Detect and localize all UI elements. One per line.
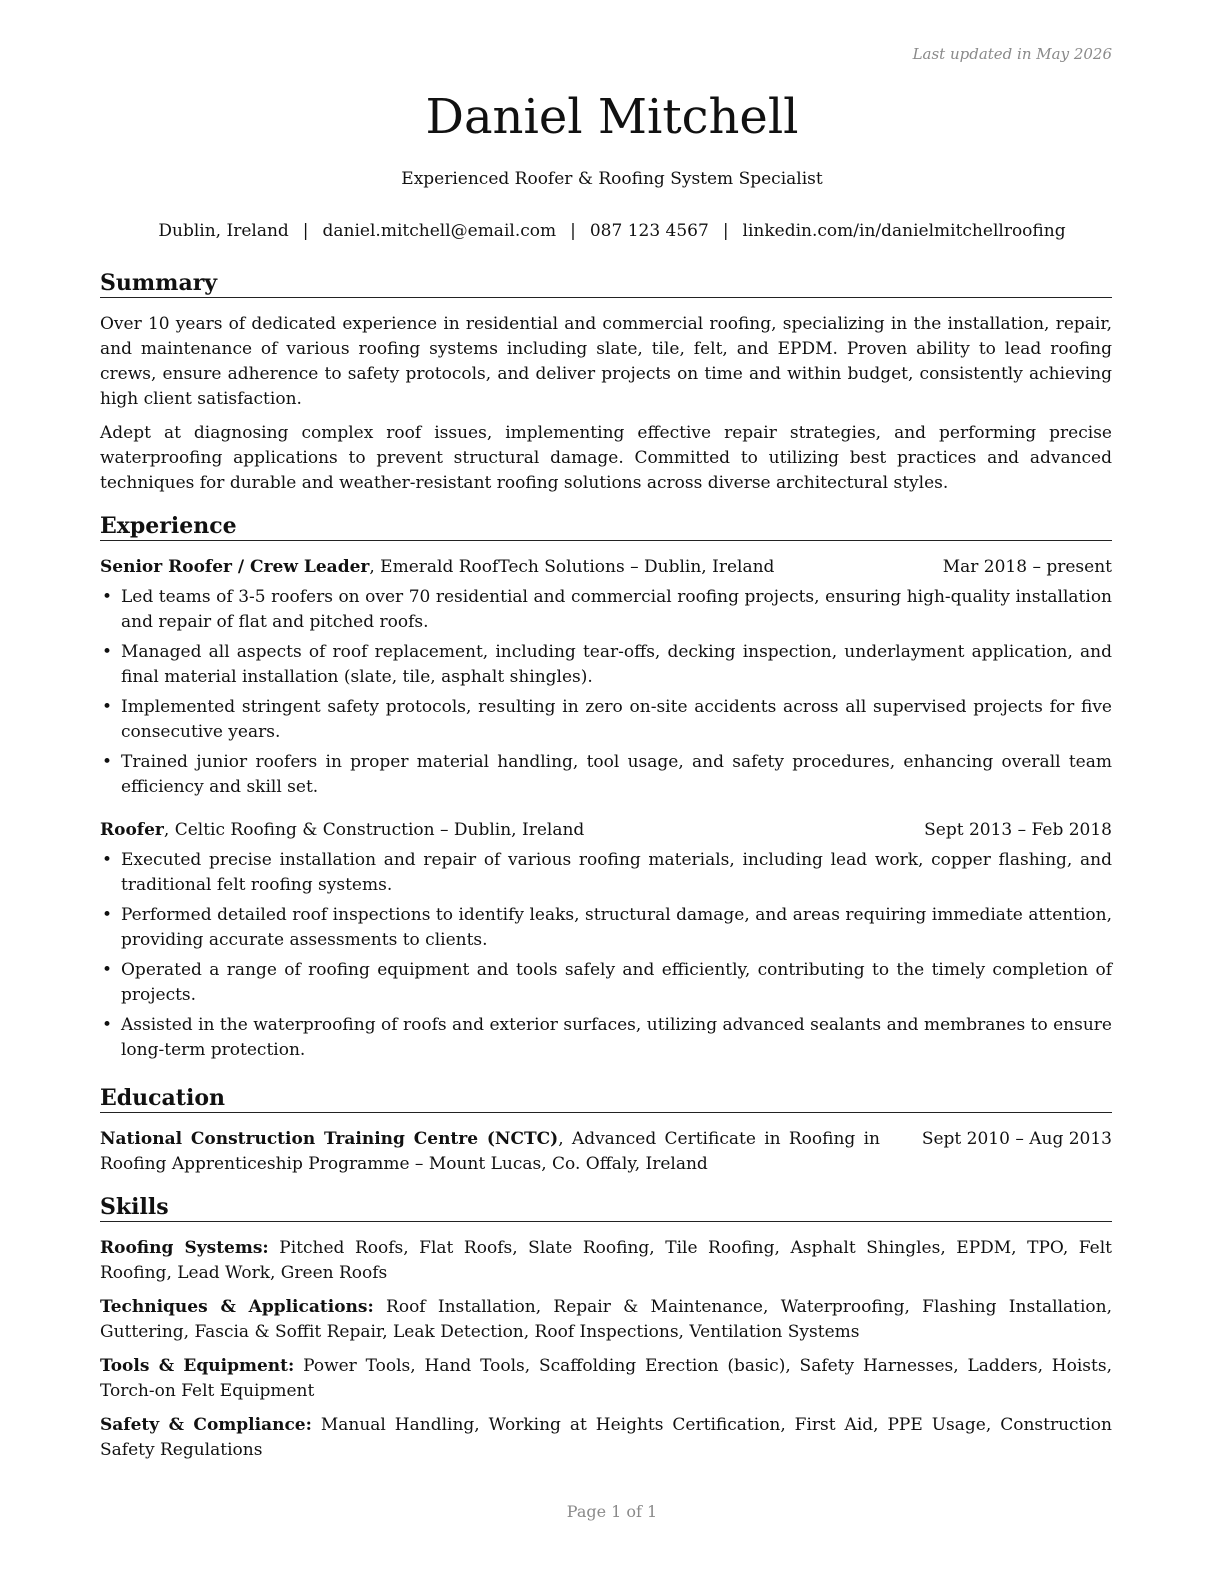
education-institution: National Construction Training Centre (NCTC) (100, 1129, 559, 1149)
contact-location: Dublin, Ireland (158, 221, 289, 241)
skill-group-items: Power Tools, Hand Tools, Scaffolding Erection (basic), Safety Harnesses, Ladders, Hoists, Torch-on Felt Equipment (100, 1356, 1112, 1401)
job-bullet-list (100, 585, 1112, 800)
bullet-text: Operated a range of roofing equipment and tools safely and efficiently, contributing to the timely completion of projects. (121, 960, 1112, 1005)
list-item (100, 1013, 1112, 1063)
bullet-text: Trained junior roofers in proper material handling, tool usage, and safety procedures, enhancing overall team efficiency and skill set. (121, 752, 1112, 797)
skill-group (100, 1295, 1112, 1345)
education-dates: Sept 2010 – Aug 2013 (921, 1129, 1112, 1149)
bullet-icon: • (102, 697, 113, 717)
bullet-icon: • (102, 960, 113, 980)
tagline: Experienced Roofer & Roofing System Specialist (401, 169, 823, 189)
job-entry (100, 818, 1112, 1063)
bullet-icon: • (102, 1015, 113, 1035)
skill-group-label: Techniques & Applications: (100, 1297, 374, 1317)
summary-paragraph: Over 10 years of dedicated experience in residential and commercial roofing, specializing in the installation, repair, and maintenance of various roofing systems including slate, tile, felt, and EPDM. Proven ability to lead roofing crews, ensure adherence to safety protocols, and deliver projects on time and within budget, consistently achieving high client satisfaction. (100, 314, 1112, 409)
contact-linkedin[interactable]: linkedin.com/in/danielmitchellroofing (742, 221, 1066, 241)
job-header (100, 555, 1112, 580)
job-role: Roofer (100, 820, 164, 840)
section-heading: Education (100, 1085, 1112, 1113)
education-section (100, 1085, 1112, 1177)
bullet-icon: • (102, 905, 113, 925)
job-header (100, 818, 1112, 843)
bullet-text: Performed detailed roof inspections to identify leaks, structural damage, and areas requiring immediate attention, providing accurate assessments to clients. (121, 905, 1112, 950)
bullet-text: Executed precise installation and repair of various roofing materials, including lead work, copper flashing, and traditional felt roofing systems. (121, 850, 1112, 895)
section-heading: Summary (100, 270, 1112, 298)
skill-group-items: Roof Installation, Repair & Maintenance, Waterproofing, Flashing Installation, Guttering, Fascia & Soffit Repair, Leak Detection, Roof Inspections, Ventilation Systems (100, 1297, 1113, 1342)
contact-email[interactable]: daniel.mitchell@email.com (322, 221, 557, 241)
bullet-text: Managed all aspects of roof replacement, including tear-offs, decking inspection, underlayment application, and final material installation (slate, tile, asphalt shingles). (121, 642, 1112, 687)
skill-group-items: Manual Handling, Working at Heights Certification, First Aid, PPE Usage, Construction Safety Regulations (100, 1415, 1112, 1460)
page-number: Page 1 of 1 (566, 1502, 658, 1521)
education-entry (100, 1127, 1112, 1177)
contact-phone: 087 123 4567 (589, 221, 709, 241)
contact-separator: | (302, 221, 309, 241)
skill-group-label: Safety & Compliance: (100, 1415, 312, 1435)
job-title-line (100, 555, 774, 580)
section-heading: Skills (100, 1194, 1112, 1222)
summary-section (100, 270, 1112, 505)
list-item (100, 640, 1112, 690)
skills-section (100, 1194, 1112, 1472)
list-item (100, 903, 1112, 953)
list-item (100, 750, 1112, 800)
candidate-name: Daniel Mitchell (425, 89, 799, 145)
job-bullet-list (100, 848, 1112, 1063)
job-company: , Celtic Roofing & Construction – Dublin, Ireland (163, 820, 585, 840)
skill-group (100, 1354, 1112, 1404)
list-item (100, 585, 1112, 635)
job-entry (100, 555, 1112, 800)
skill-group-label: Roofing Systems: (100, 1238, 269, 1258)
list-item (100, 695, 1112, 745)
summary-paragraph: Adept at diagnosing complex roof issues, implementing effective repair strategies, and performing precise waterproofing applications to prevent structural damage. Committed to utilizing best practices and advanced techniques for durable and weather-resistant roofing solutions across diverse architectural styles. (100, 423, 1112, 493)
bullet-icon: • (102, 587, 113, 607)
contact-separator: | (570, 221, 576, 241)
experience-section (100, 513, 1112, 1068)
job-title-line (100, 818, 584, 843)
bullet-text: Implemented stringent safety protocols, resulting in zero on-site accidents across all supervised projects for five consecutive years. (121, 697, 1112, 742)
contact-separator: | (722, 221, 729, 241)
skill-group-label: Tools & Equipment: (100, 1356, 295, 1376)
list-item (100, 958, 1112, 1008)
job-dates: Sept 2013 – Feb 2018 (924, 820, 1112, 840)
bullet-icon: • (102, 850, 113, 870)
education-details: , Advanced Certificate in Roofing in Roofing Apprenticeship Programme – Mount Lucas, Co. Offaly, Ireland (100, 1129, 881, 1174)
list-item (100, 848, 1112, 898)
bullet-icon: • (102, 642, 113, 662)
job-company: , Emerald RoofTech Solutions – Dublin, Ireland (369, 557, 775, 577)
bullet-icon: • (102, 752, 113, 772)
job-dates: Mar 2018 – present (942, 557, 1112, 577)
job-role: Senior Roofer / Crew Leader (100, 557, 370, 577)
section-heading: Experience (100, 513, 1112, 541)
skill-group (100, 1236, 1112, 1286)
bullet-text: Assisted in the waterproofing of roofs and exterior surfaces, utilizing advanced sealants and membranes to ensure long-term protection. (121, 1015, 1112, 1060)
skill-group-items: Pitched Roofs, Flat Roofs, Slate Roofing, Tile Roofing, Asphalt Shingles, EPDM, TPO, Felt Roofing, Lead Work, Green Roofs (100, 1238, 1112, 1283)
bullet-text: Led teams of 3-5 roofers on over 70 residential and commercial roofing projects, ensuring high-quality installation and repair of flat and pitched roofs. (121, 587, 1112, 632)
contact-line (0, 220, 1224, 242)
education-description (100, 1127, 880, 1177)
skill-group (100, 1413, 1112, 1463)
last-updated-note: Last updated in May 2026 (912, 45, 1112, 63)
